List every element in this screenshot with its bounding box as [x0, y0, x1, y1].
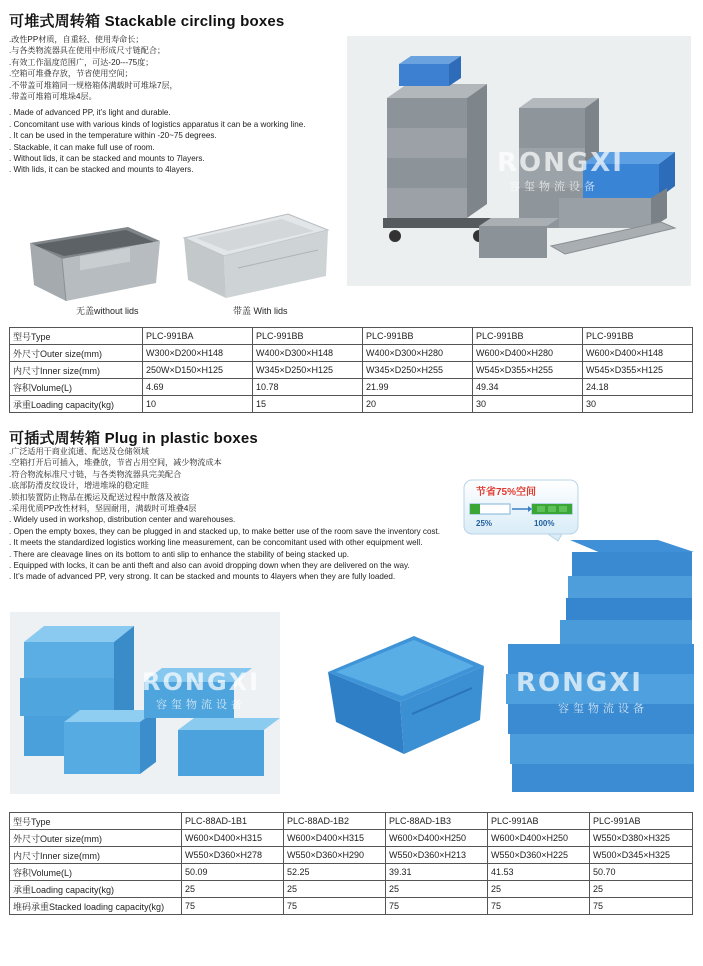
bullet: . Made of advanced PP, it’s light and durable. [9, 108, 171, 118]
bullet: .底部防滑皮纹设计，增进堆垛的稳定眭 [9, 481, 149, 491]
stackable-boxes-photo [347, 36, 691, 286]
bullet: .空箱打开后可插入，堆叠放，节省占用空间，减少物流成本 [9, 458, 222, 468]
table-row [10, 345, 693, 362]
table-cell: W400×D300×H148 [253, 345, 363, 362]
table-cell: W600×D400×H315 [284, 830, 386, 847]
bullet: . It can be used in the temperature within -20~75 degrees. [9, 131, 217, 141]
bullet: . Open the empty boxes, they can be plugged in and stacked up, to make better use of the room save the inventory cost. [9, 526, 441, 536]
table-row [10, 328, 693, 345]
table-cell: W600×D400×H315 [182, 830, 284, 847]
bullet: .改性PP材质，自重轻、使用寿命长； [9, 35, 144, 44]
bullet: . Concomitant use with various kinds of logistics apparatus it can be a working line. [9, 119, 306, 129]
table-cell: 承重Loading capacity(kg) [10, 396, 143, 413]
table-cell: 30 [583, 396, 693, 413]
watermark-logo: RONGXI [516, 668, 643, 698]
table-cell: W500×D345×H325 [590, 847, 693, 864]
table-row [10, 379, 693, 396]
bullet: .锁扣装置防止物品在搬运及配送过程中散落及被盗 [9, 492, 190, 502]
table-cell: 50.70 [590, 864, 693, 881]
bullet: . Widely used in workshop, distribution center and warehouses. [9, 515, 236, 525]
table-cell: W545×D355×H255 [473, 362, 583, 379]
pct-small: 25% [476, 519, 493, 528]
table-cell: 25 [590, 881, 693, 898]
table-cell: 10 [143, 396, 253, 413]
table-cell: 容积Volume(L) [10, 864, 182, 881]
saving-label: 节省75%空间 [476, 487, 537, 498]
table-cell: 外尺寸Outer size(mm) [10, 830, 182, 847]
table-cell: 外尺寸Outer size(mm) [10, 345, 143, 362]
table-cell: W550×D380×H325 [590, 830, 693, 847]
bullet: .空箱可堆叠存放，节省使用空间； [9, 69, 133, 79]
table-cell: PLC-88AD-1B2 [284, 813, 386, 830]
table-cell: 49.34 [473, 379, 583, 396]
bullet: .采用优质PP改性材料，坚固耐用，满载时可堆叠4层 [9, 504, 197, 514]
bullet: .带盖可堆箱可堆垛4层。 [9, 92, 97, 102]
table-cell: 内尺寸Inner size(mm) [10, 847, 182, 864]
table-cell: W600×D400×H280 [473, 345, 583, 362]
table-cell: 容积Volume(L) [10, 379, 143, 396]
pct-full: 100% [534, 519, 555, 528]
table-cell: W600×D400×H250 [386, 830, 488, 847]
bullet: . It’s made of advanced PP, very strong. It can be stacked and mounts to 4layers when they are fully loaded. [9, 572, 396, 582]
bullet: .不带盖可堆箱同一规格箱体满载时可堆垛7层， [9, 80, 178, 90]
watermark-logo: RONGXI [142, 668, 261, 696]
table-cell: 承重Loading capacity(kg) [10, 881, 182, 898]
table-cell: 50.09 [182, 864, 284, 881]
table-cell: W300×D200×H148 [143, 345, 253, 362]
table-cell: PLC-991AB [590, 813, 693, 830]
bullet: . With lids, it can be stacked and mounts to 4layers. [9, 165, 194, 175]
table-cell: 30 [473, 396, 583, 413]
section1-title: 可堆式周转箱 Stackable circling boxes [9, 13, 285, 30]
bullet: . Without lids, it can be stacked and mounts to 7layers. [9, 154, 205, 164]
table-cell: 型号Type [10, 813, 182, 830]
plug-in-box-single-photo [322, 628, 490, 758]
table-cell: 52.25 [284, 864, 386, 881]
table-cell: 21.99 [363, 379, 473, 396]
table-cell: 25 [182, 881, 284, 898]
table-cell: W600×D400×H148 [583, 345, 693, 362]
watermark-cn: 容玺物流设备 [558, 702, 648, 715]
table-row [10, 864, 693, 881]
bullet: .有效工作温度范围广，可达-20---75度； [9, 57, 154, 67]
table-cell: W600×D400×H250 [488, 830, 590, 847]
table-cell: 堆码承重Stacked loading capacity(kg) [10, 898, 182, 915]
plug-in-boxes-photo-right [498, 540, 694, 794]
plug-in-boxes-photo-left [10, 612, 280, 794]
table-cell: W550×D360×H213 [386, 847, 488, 864]
table-cell: PLC-88AD-1B1 [182, 813, 284, 830]
table-cell: PLC-991BB [363, 328, 473, 345]
watermark-cn: 容玺物流设备 [509, 180, 599, 193]
table-row [10, 898, 693, 915]
table-cell: 75 [182, 898, 284, 915]
table-cell: 75 [488, 898, 590, 915]
bullet: .广泛适用于商业流通、配送及仓储领域 [9, 447, 149, 456]
table-cell: W550×D360×H225 [488, 847, 590, 864]
table-cell: 39.31 [386, 864, 488, 881]
table-cell: 25 [284, 881, 386, 898]
table-cell: W545×D355×H125 [583, 362, 693, 379]
spec-table-stackable [9, 327, 693, 413]
bullet: . Equipped with locks, it can be anti theft and also can avoid dropping down when they are delivered on the way. [9, 561, 410, 571]
space-saving-badge [462, 478, 580, 542]
bullet: . It meets the standardized logistics working line measurement, can be concomitant used with other equipment well. [9, 538, 423, 548]
table-cell: PLC-991BB [473, 328, 583, 345]
box-without-lid-photo [20, 205, 168, 305]
spec-table-plug-in [9, 812, 693, 915]
table-cell: W550×D360×H290 [284, 847, 386, 864]
section2-bullets [9, 446, 440, 583]
table-cell: PLC-88AD-1B3 [386, 813, 488, 830]
table-cell: 75 [386, 898, 488, 915]
table-cell: 41.53 [488, 864, 590, 881]
table-cell: 4.69 [143, 379, 253, 396]
watermark-logo: RONGXI [497, 148, 624, 178]
table-cell: 内尺寸Inner size(mm) [10, 362, 143, 379]
table-cell: 20 [363, 396, 473, 413]
table-cell: W345×D250×H255 [363, 362, 473, 379]
table-cell: 25 [386, 881, 488, 898]
table-cell: W345×D250×H125 [253, 362, 363, 379]
section1-bullets [9, 34, 305, 176]
table-cell: 75 [590, 898, 693, 915]
section2-title: 可插式周转箱 Plug in plastic boxes [9, 430, 258, 447]
table-cell: PLC-991AB [488, 813, 590, 830]
table-row [10, 847, 693, 864]
table-cell: 25 [488, 881, 590, 898]
bullet: .符合物流标准尺寸链，与各类物流器具完美配合 [9, 469, 182, 479]
table-cell: 15 [253, 396, 363, 413]
bullet: .与各类物流器具在使用中形成尺寸链配合； [9, 46, 166, 56]
table-cell: W550×D360×H278 [182, 847, 284, 864]
bullet: . Stackable, it can make full use of room. [9, 142, 155, 152]
table-cell: 型号Type [10, 328, 143, 345]
bullet: . There are cleavage lines on its bottom to anti slip to enhance the stability of being stacked up. [9, 549, 349, 559]
table-row [10, 396, 693, 413]
table-cell: W400×D300×H280 [363, 345, 473, 362]
table-row [10, 362, 693, 379]
box-with-lid-photo [178, 198, 334, 303]
table-cell: 250W×D150×H125 [143, 362, 253, 379]
table-cell: 10.78 [253, 379, 363, 396]
table-row [10, 881, 693, 898]
watermark-cn: 容玺物流设备 [156, 698, 246, 711]
table-row [10, 813, 693, 830]
table-row [10, 830, 693, 847]
table-cell: PLC-991BB [583, 328, 693, 345]
caption-without-lid: 无盖without lids [76, 306, 139, 316]
table-cell: PLC-991BA [143, 328, 253, 345]
table-cell: 75 [284, 898, 386, 915]
caption-with-lid: 带盖 With lids [233, 306, 288, 316]
table-cell: PLC-991BB [253, 328, 363, 345]
table-cell: 24.18 [583, 379, 693, 396]
